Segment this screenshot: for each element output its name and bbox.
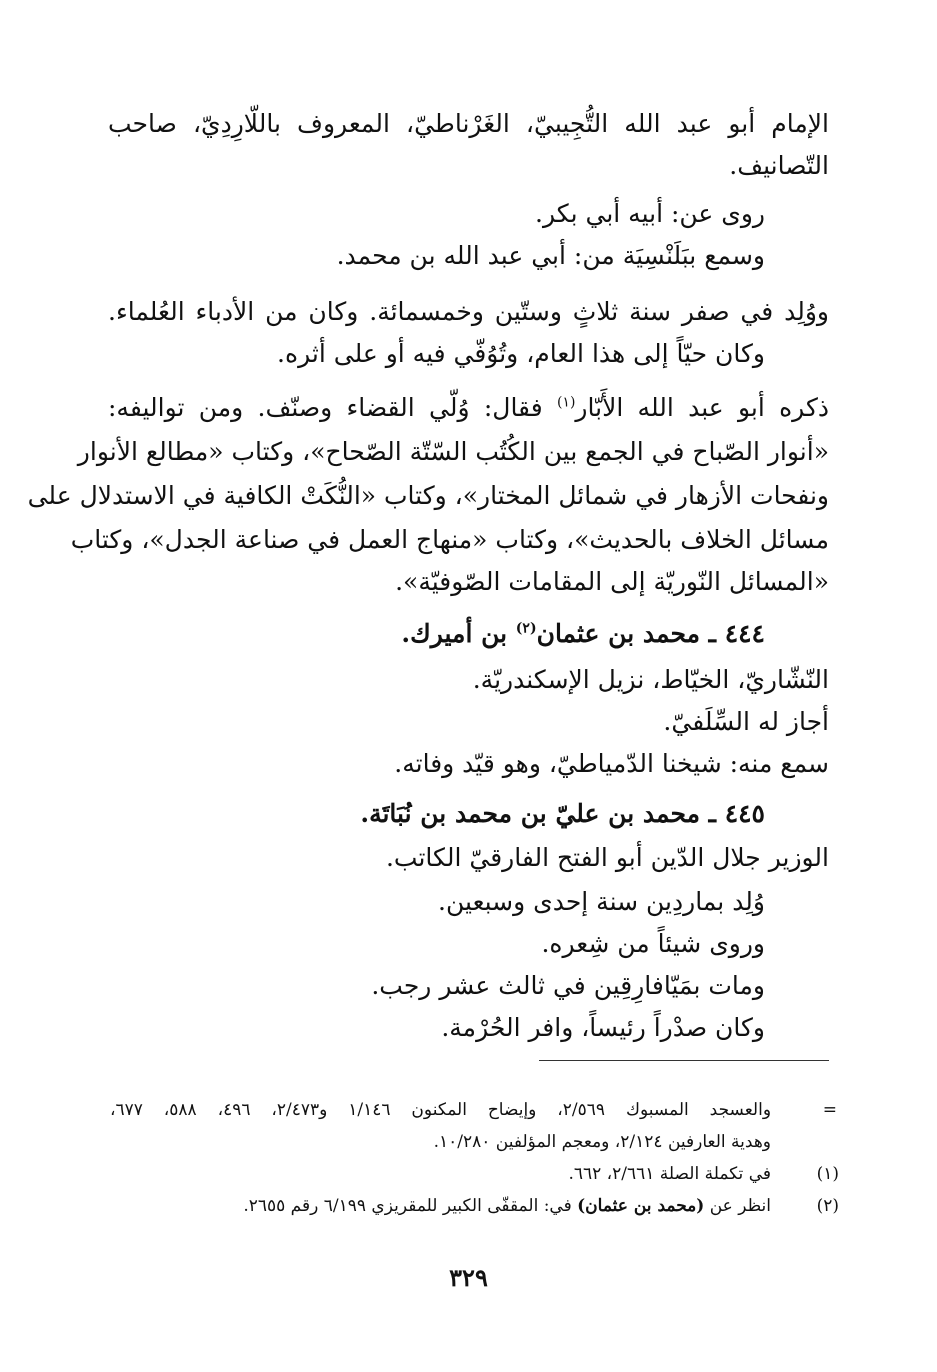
footnote-text: في: المقفّى الكبير للمقريزي ٦/١٩٩ رقم ٢٦٥٥. — [243, 1196, 578, 1216]
body-line: ووُلِد في صفر سنة ثلاثٍ وستّين وخمسمائة. وكان من الأدباء العُلماء. — [108, 297, 829, 326]
entry-heading: ٤٤٥ ـ محمد بن عليّ بن محمد بن نُبَاتَة. — [360, 799, 765, 828]
body-line: «أنوار الصّباح في الجمع بين الكُتُب السّتّة الصّحاح»، وكتاب «مطالع الأنوار — [77, 437, 829, 466]
body-line: الإمام أبو عبد الله التُّجِيبيّ، الغَرْناطيّ، المعروف باللّارِدِيّ، صاحب — [108, 109, 829, 138]
body-line: وُلِد بماردِين سنة إحدى وسبعين. — [438, 887, 765, 916]
body-line: النّشّاريّ، الخيّاط، نزيل الإسكندريّة. — [472, 665, 829, 694]
footnote-number: (٢) — [816, 1196, 839, 1216]
body-text: فقال: وُلّي القضاء وصنّف. ومن تواليفه: — [108, 393, 557, 422]
entry-title: ٤٤٤ ـ محمد بن عثمان — [536, 619, 765, 648]
body-line: وسمع ببَلَنْسِيَة من: أبي عبد الله بن محمد. — [336, 241, 765, 270]
body-line: التّصانيف. — [729, 151, 829, 180]
footnote-reference: (١) — [556, 394, 576, 411]
entry-title: بن أميرك. — [401, 619, 516, 648]
footnote-line: والعسجد المسبوك ٢/٥٦٩، وإيضاح المكنون ١/١٤٦ و٢/٤٧٣، ٤٩٦، ٥٨٨، ٦٧٧، — [110, 1100, 772, 1120]
footnote-bold-name: (محمد بن عثمان) — [577, 1196, 705, 1216]
body-line: أجاز له السِّلَفيّ. — [663, 707, 829, 736]
body-line — [108, 388, 829, 428]
body-line: «المسائل النّوريّة إلى المقامات الصّوفيّة». — [395, 567, 829, 596]
body-line: ونفحات الأزهار في شمائل المختار»، وكتاب «النُّكَتْ الكافية في الاستدلال على — [27, 481, 829, 510]
body-line: مسائل الخلاف بالحديث»، وكتاب «منهاج العمل في صناعة الجدل»، وكتاب — [70, 525, 829, 554]
page-number: ٣٢٩ — [449, 1263, 488, 1292]
footnote-line: في تكملة الصلة ٢/٦٦١، ٦٦٢. — [568, 1164, 771, 1184]
body-line: وروى شيئاً من شِعره. — [541, 929, 765, 958]
footnote-continuation-marker: = — [822, 1100, 837, 1120]
body-line: وكان صدْراً رئيساً، وافر الحُرْمة. — [441, 1013, 765, 1042]
footnote-line: وهدية العارفين ٢/١٢٤، ومعجم المؤلفين ١٠/٢٨٠. — [433, 1132, 771, 1152]
entry-heading — [401, 614, 765, 654]
footnote-separator — [539, 1060, 829, 1061]
body-text: ذكره أبو عبد الله الأَبّار — [575, 393, 830, 422]
footnote-line — [243, 1190, 771, 1222]
footnote-reference: (٢) — [515, 620, 537, 637]
footnote-text: انظر عن — [704, 1196, 771, 1216]
body-line: ومات بمَيّافارِقِين في ثالث عشر رجب. — [371, 971, 765, 1000]
footnote-number: (١) — [816, 1164, 839, 1184]
body-line: سمع منه: شيخنا الدّمياطيّ، وهو قيّد وفاته. — [394, 749, 829, 778]
body-line: الوزير جلال الدّين أبو الفتح الفارقيّ الكاتب. — [385, 843, 829, 872]
body-line: وكان حيّاً إلى هذا العام، وتُوُفّي فيه أو على أثره. — [277, 339, 765, 368]
body-line: روى عن: أبيه أبي بكر. — [535, 199, 765, 228]
